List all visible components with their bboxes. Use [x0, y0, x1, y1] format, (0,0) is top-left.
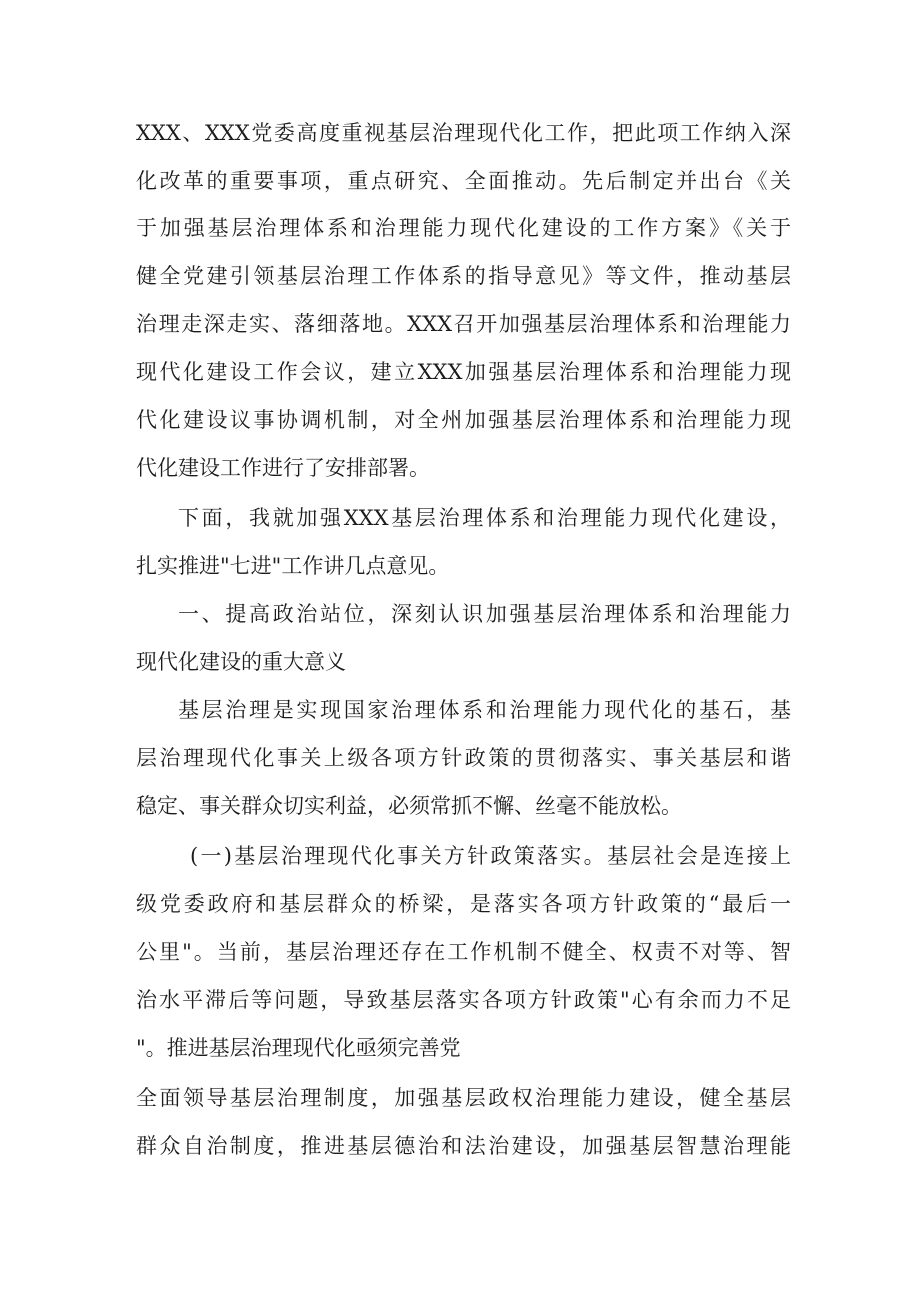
text-line: 化改革的重要事项，重点研究、全面推动。先后制定并出台《关 [136, 169, 791, 193]
text-line: 公里"。当前，基层治理还存在工作机制不健全、权责不对等、智 [136, 940, 791, 964]
text-line: 级党委政府和基层群众的桥梁，是落实各项方针政策的“最后一 [136, 892, 791, 916]
text-line: 代化建设议事协调机制，对全州加强基层治理体系和治理能力现 [136, 408, 791, 432]
text-line: 稳定、事关群众切实利益，必须常抓不懈、丝毫不能放松。 [136, 794, 682, 818]
text-line: 基层治理是实现国家治理体系和治理能力现代化的基石，基 [178, 698, 791, 722]
text-line: 健全党建引领基层治理工作体系的指导意见》等文件，推动基层 [136, 264, 791, 288]
text-line: 下面，我就加强XXX基层治理体系和治理能力现代化建设， [178, 506, 791, 530]
text-line: 全面领导基层治理制度，加强基层政权治理能力建设，健全基层 [136, 1086, 791, 1110]
text-line: 现代化建设工作会议，建立XXX加强基层治理体系和治理能力现 [136, 360, 791, 384]
text-line: 代化建设工作进行了安排部署。 [136, 456, 430, 480]
section-heading: 现代化建设的重大意义 [136, 650, 346, 674]
text-line: 层治理现代化事关上级各项方针政策的贯彻落实、事关基层和谐 [136, 746, 791, 770]
text-line: "。推进基层治理现代化亟须完善党 [136, 1036, 461, 1060]
section-heading: 一、提高政治站位，深刻认识加强基层治理体系和治理能力 [178, 602, 791, 626]
text-line: 治理走深走实、落细落地。XXX召开加强基层治理体系和治理能力 [136, 312, 791, 336]
text-line: (一)基层治理现代化事关方针政策落实。基层社会是连接上 [190, 844, 791, 868]
text-line: 治水平滞后等问题，导致基层落实各项方针政策"心有余而力不足 [136, 988, 791, 1012]
text-line: 群众自治制度，推进基层德治和法治建设，加强基层智慧治理能 [136, 1134, 791, 1158]
text-line: 扎实推进"七进"工作讲几点意见。 [136, 554, 450, 578]
text-line: 于加强基层治理体系和治理能力现代化建设的工作方案》《关于 [136, 216, 791, 240]
text-line: XXX、XXX党委高度重视基层治理现代化工作，把此项工作纳入深 [136, 121, 791, 145]
